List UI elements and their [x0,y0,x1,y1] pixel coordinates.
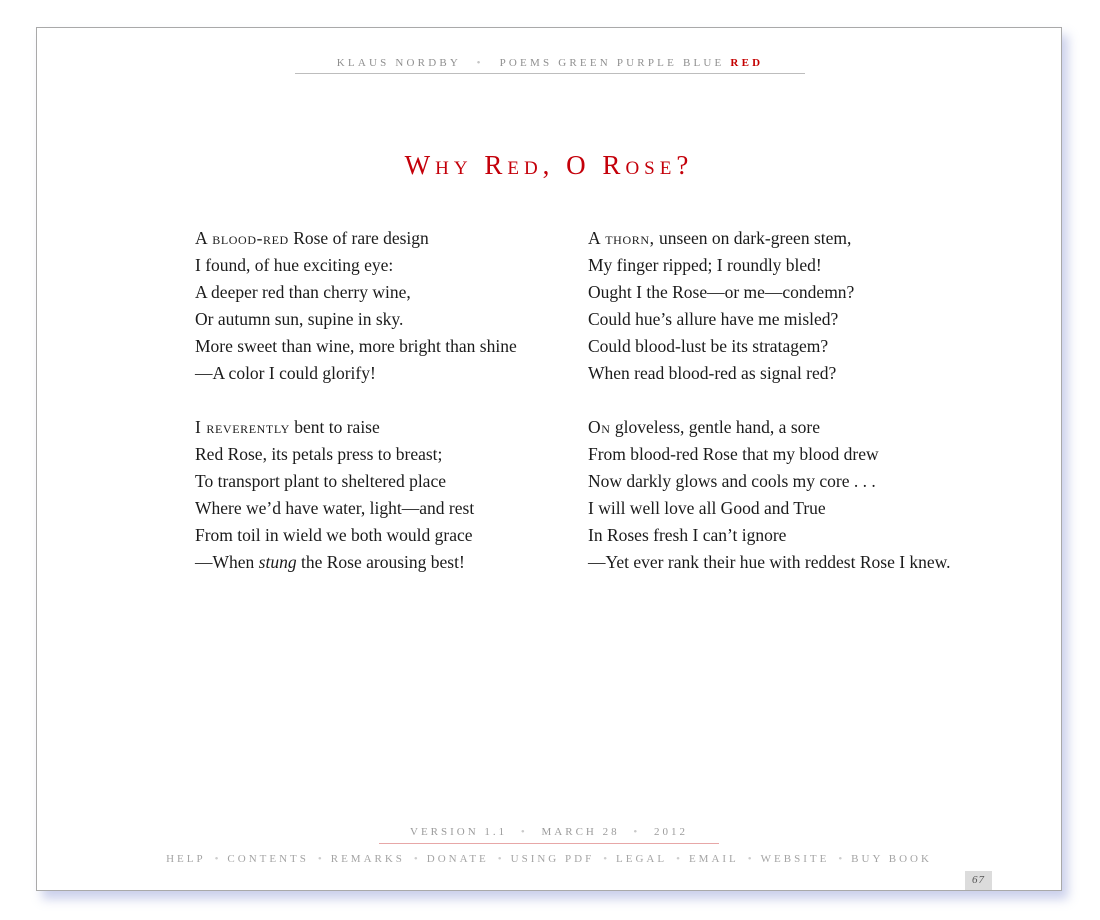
nav-contents-link[interactable]: CONTENTS [227,853,309,865]
poem-line: To transport plant to sheltered place [195,471,446,491]
stanza [195,225,517,387]
year-label: 2012 [653,826,688,838]
poem-line [588,414,951,441]
poem-line: —A color I could glorify! [195,363,376,383]
poem-line: Now darkly glows and cools my core . . . [588,471,876,491]
separator-dot: • [520,826,528,838]
emphasized-word: stung [258,552,297,572]
separator-dot: • [676,853,680,865]
line-text: bent to raise [289,417,380,437]
stanza [588,414,951,576]
poem-title: Why Red, O Rose? [404,150,694,180]
separator-dot: • [747,853,752,865]
footer-nav [37,853,1061,865]
stanza-lead: On [588,417,611,437]
date-label: MARCH 28 [541,826,620,838]
separator-dot: • [476,57,484,69]
poem-column-right [588,225,951,603]
poem-line: From blood-red Rose that my blood drew [588,444,879,464]
poem-line: When read blood-red as signal red? [588,363,837,383]
poem-line: —Yet ever rank their hue with reddest Rose I knew. [588,552,951,572]
poem-line: Ought I the Rose—or me—condemn? [588,282,855,302]
poem-line [195,549,517,576]
stanza [588,225,951,387]
separator-dot: • [497,853,502,865]
book-page [36,27,1062,891]
nav-website-link[interactable]: WEBSITE [760,853,830,865]
line-text: gloveless, gentle hand, a sore [610,417,820,437]
poem-line [195,225,517,252]
separator-dot: • [317,853,322,865]
nav-buy-book-link[interactable]: BUY BOOK [851,853,932,865]
page-number-badge: 67 [965,871,992,890]
poem-line [588,225,951,252]
poem-line: I will well love all Good and True [588,498,826,518]
version-line [379,826,719,844]
nav-help-link[interactable]: HELP [166,853,206,865]
separator-dot: • [633,826,641,838]
separator-dot: • [214,853,219,865]
poem-line: In Roses fresh I can’t ignore [588,525,787,545]
separator-dot: • [838,853,843,865]
active-color-link[interactable]: RED [730,57,764,69]
poem-line: Could blood-lust be its stratagem? [588,336,829,356]
stanza [195,414,517,576]
poem-line: Where we’d have water, light—and rest [195,498,475,518]
nav-donate-link[interactable]: DONATE [426,853,489,865]
nav-legal-link[interactable]: LEGAL [616,853,668,865]
poem-line: A deeper red than cherry wine, [195,282,411,302]
separator-dot: • [603,853,608,865]
line-text: Rose of rare design [288,228,429,248]
collection-link[interactable]: POEMS GREEN PURPLE BLUE [499,57,725,69]
author-link[interactable]: KLAUS NORDBY [336,57,461,69]
poem-column-left [195,225,517,603]
nav-remarks-link[interactable]: REMARKS [330,853,405,865]
poem-line: More sweet than wine, more bright than shine [195,336,517,356]
poem-line [195,414,517,441]
line-text: —When [195,552,259,572]
stanza-lead: A thorn, [588,228,655,248]
line-text: unseen on dark-green stem, [654,228,852,248]
nav-email-link[interactable]: EMAIL [688,853,739,865]
version-label: VERSION 1.1 [410,826,508,838]
poem-line: I found, of hue exciting eye: [195,255,394,275]
poem-line: Could hue’s allure have me misled? [588,309,839,329]
poem-line: From toil in wield we both would grace [195,525,473,545]
line-text: the Rose arousing best! [296,552,465,572]
running-header [295,57,805,74]
poem-line: My finger ripped; I roundly bled! [588,255,822,275]
stanza-lead: A blood-red [195,228,289,248]
separator-dot: • [413,853,418,865]
stanza-lead: I reverently [195,417,290,437]
poem-line: Red Rose, its petals press to breast; [195,444,443,464]
nav-using-pdf-link[interactable]: USING PDF [510,853,595,865]
poem-line: Or autumn sun, supine in sky. [195,309,404,329]
